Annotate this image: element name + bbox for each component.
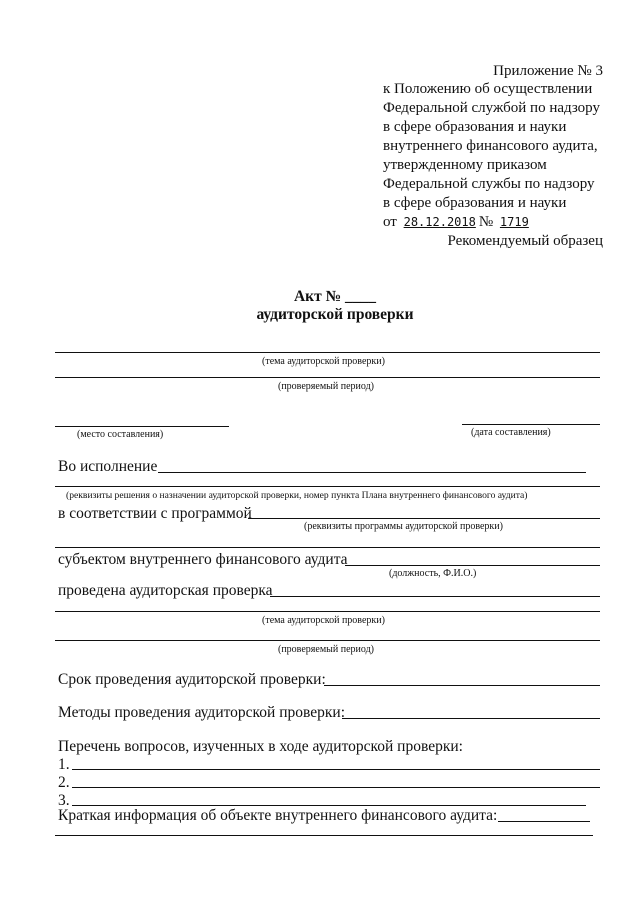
program-label: в соответствии с программой [58,505,252,522]
appendix-line: в сфере образования и науки [383,195,567,211]
appendix-line: в сфере образования и науки [383,119,567,135]
topic2-line[interactable] [55,611,600,612]
place-line[interactable] [55,426,229,427]
brief-label: Краткая информация об объекте внутреннего финансового аудита: [58,807,498,824]
question-3-label: 3. [58,792,70,809]
term-line[interactable] [324,685,600,686]
question-1-line[interactable] [72,769,600,770]
act-title: Акт № ____ [293,288,377,305]
methods-line[interactable] [342,718,600,719]
period2-line[interactable] [55,640,600,641]
question-3-line[interactable] [72,805,586,806]
order-number: 1719 [499,215,529,229]
appendix-line: утвержденному приказом [383,157,547,173]
order-no-label: № [478,214,494,230]
date-line[interactable] [462,424,600,425]
appendix-line: внутреннего финансового аудита, [383,138,598,154]
recommended-sample: Рекомендуемый образец [447,233,603,249]
brief-line[interactable] [498,821,590,822]
period2-caption: (проверяемый период) [278,644,374,655]
topic2-caption: (тема аудиторской проверки) [262,615,385,626]
conducted-line[interactable] [270,596,600,597]
period-line[interactable] [55,377,600,378]
subject-label: субъектом внутреннего финансового аудита [58,551,348,568]
questions-label: Перечень вопросов, изученных в ходе аудиторской проверки: [58,738,463,755]
question-2-line[interactable] [72,787,600,788]
question-1-label: 1. [58,756,70,773]
appendix-lines [383,80,600,232]
topic-line[interactable] [55,352,600,353]
position-caption: (должность, Ф.И.О.) [389,568,477,579]
order-date: 28.12.2018 [403,215,476,229]
appendix-title: Приложение № 3 [493,63,603,79]
brief-line-2[interactable] [55,835,593,836]
methods-label: Методы проведения аудиторской проверки: [58,704,346,721]
execution-line-2[interactable] [55,486,600,487]
order-prefix: от [383,214,397,230]
topic-caption: (тема аудиторской проверки) [262,356,385,367]
order-line [383,213,600,232]
appendix-line: Федеральной службой по надзору [383,100,600,116]
decision-caption: (реквизиты решения о назначении аудиторской проверки, номер пункта Плана внутреннего финансового аудита) [66,490,528,501]
appendix-line: Федеральной службы по надзору [383,176,595,192]
execution-line[interactable] [158,472,586,473]
period-caption: (проверяемый период) [278,381,374,392]
place-caption: (место составления) [77,429,164,440]
subject-line[interactable] [345,565,600,566]
date-caption: (дата составления) [471,427,551,438]
question-2-label: 2. [58,774,70,791]
program-line-2[interactable] [55,547,600,548]
term-label: Срок проведения аудиторской проверки: [58,671,326,688]
appendix-line: к Положению об осуществлении [383,81,593,97]
act-subtitle: аудиторской проверки [256,306,414,323]
execution-label: Во исполнение [58,458,158,475]
conducted-label: проведена аудиторская проверка [58,582,273,599]
program-caption: (реквизиты программы аудиторской проверки) [304,521,503,532]
program-line[interactable] [248,518,600,519]
